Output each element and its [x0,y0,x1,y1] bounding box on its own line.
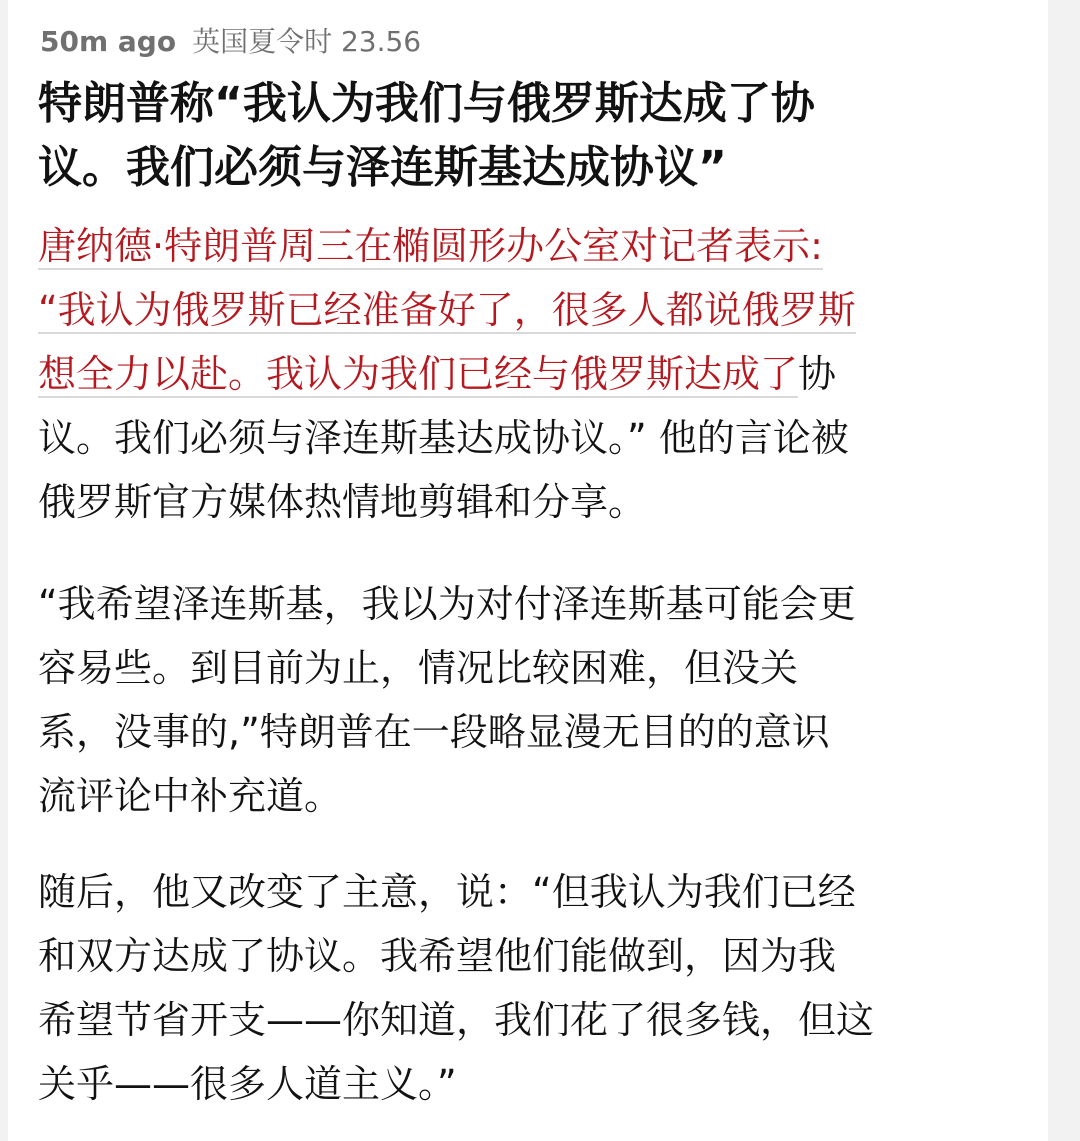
time-ago: 50m ago [40,25,177,58]
body-text: 流评论中补充道。 [38,774,343,818]
paragraph-3 [38,860,1038,1116]
body-text: “我希望泽连斯基，我以为对付泽连斯基可能会更 [38,582,856,626]
body-text: 随后，他又改变了主意，说：“但我认为我们已经 [38,870,856,914]
body-text: 系，没事的,”特朗普在一段略显漫无目的的意识 [38,710,830,754]
article-page [8,0,1048,1141]
headline [38,72,1038,200]
post-meta [40,22,421,62]
body-text: 俄罗斯官方媒体热情地剪辑和分享。 [38,480,647,524]
highlighted-text: “我认为俄罗斯已经准备好了，很多人都说俄罗斯 [38,288,856,332]
paragraph-1 [38,214,1038,534]
highlighted-text: 唐纳德·特朗普周三在椭圆形办公室对记者表示: [38,224,823,268]
highlighted-text: 想全力以赴。我认为我们已经与俄罗斯达成了 [38,352,799,396]
headline-line: 议。我们必须与泽连斯基达成协议” [38,142,727,193]
timestamp: 英国夏令时 23.56 [192,25,422,58]
headline-line: 特朗普称“我认为我们与俄罗斯达成了协 [38,78,815,129]
body-text: 和双方达成了协议。我希望他们能做到，因为我 [38,934,837,978]
body-text: 协 [798,352,837,396]
body-text: 关乎——很多人道主义。” [38,1062,457,1106]
body-text: 希望节省开支——你知道，我们花了很多钱，但这 [38,998,875,1042]
body-text: 容易些。到目前为止，情况比较困难，但没关 [38,646,799,690]
body-text: 议。我们必须与泽连斯基达成协议。” 他的言论被 [38,416,849,460]
paragraph-2 [38,572,1038,828]
